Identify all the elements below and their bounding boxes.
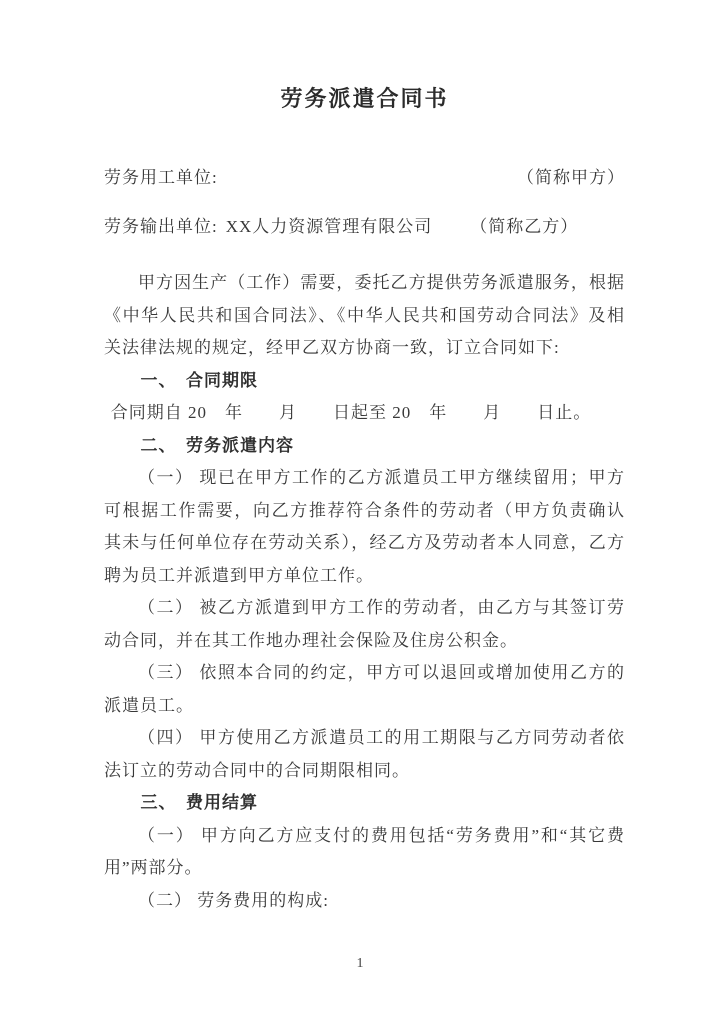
section-2-clause-1: （一） 现已在甲方工作的乙方派遣员工甲方继续留用；甲方可根据工作需要，向乙方推荐符合条件的劳动者（甲方负责确认其未与任何单位存在劳动关系），经乙方及劳动者本人同意，乙方聘为员工并派遣到甲方单位工作。: [104, 468, 625, 585]
party-b-label: 劳务输出单位:: [104, 217, 218, 236]
section-3-heading: 三、 费用结算: [140, 793, 259, 812]
party-a-label: 劳务用工单位:: [104, 168, 218, 187]
section-2-clause-2: （二） 被乙方派遣到甲方工作的劳动者，由乙方与其签订劳动合同，并在其工作地办理社会保险及住房公积金。: [104, 598, 625, 650]
party-b-line: [104, 211, 625, 243]
parties-block: [104, 162, 625, 243]
section-1-heading: 一、 合同期限: [140, 370, 259, 390]
section-3-clause-1: （一） 甲方向乙方应支付的费用包括“劳务费用”和“其它费用”两部分。: [104, 825, 625, 877]
party-a-alias: （简称甲方）: [517, 168, 625, 187]
document-title: 劳务派遣合同书: [280, 86, 449, 111]
section-2-clause-4: （四） 甲方使用乙方派遣员工的用工期限与乙方同劳动者依法订立的劳动合同中的合同期限相同。: [104, 728, 625, 780]
contract-term-line: 合同期自 20 年 月 日起至 20 年 月 日止。: [110, 403, 592, 422]
party-b-company: XX人力资源管理有限公司: [225, 217, 433, 236]
section-2-clause-3: （三） 依照本合同的约定，甲方可以退回或增加使用乙方的派遣员工。: [104, 663, 625, 715]
party-b-alias: （简称乙方）: [470, 217, 579, 236]
section-2-heading: 二、 劳务派遣内容: [140, 435, 295, 455]
contract-body: [104, 267, 625, 917]
party-a-line: [104, 162, 625, 194]
section-3-clause-2: （二） 劳务费用的构成:: [138, 890, 329, 910]
page-number: 1: [356, 956, 364, 971]
preamble-paragraph: 甲方因生产（工作）需要，委托乙方提供劳务派遣服务，根据《中华人民共和国合同法》、《中华人民共和国劳动合同法》及相关法律法规的规定，经甲乙双方协商一致，订立合同如下:: [104, 273, 625, 357]
document-content: [104, 0, 625, 917]
